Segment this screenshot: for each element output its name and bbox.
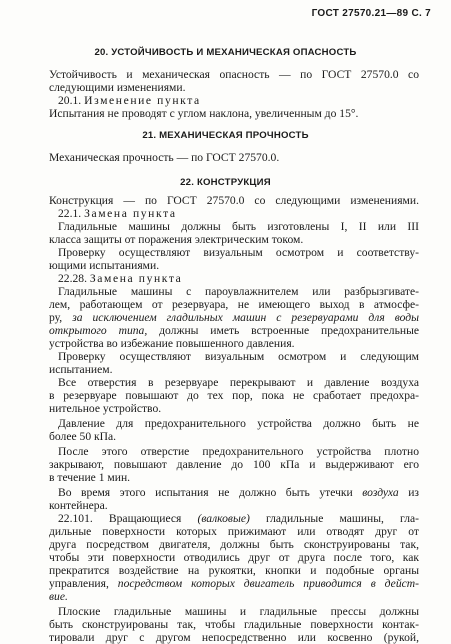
text-line: Испытания не проводят с углом наклона, увеличенным до 15°. bbox=[49, 107, 359, 120]
text-line: прекратится воздействие на рукоятки, кнопки и подобные органы bbox=[49, 564, 419, 577]
clause-instruction: Изменение пункта bbox=[84, 94, 201, 107]
italic-text-run: открытого типа, bbox=[49, 324, 148, 337]
text-line: в резервуаре повышают до тех пор, пока не сработает предохра- bbox=[49, 389, 419, 402]
text-line: Устойчивость и механическая опасность — по ГОСТ 27570.0 со bbox=[49, 68, 419, 81]
text-line bbox=[49, 324, 419, 337]
text-run: из bbox=[408, 486, 420, 499]
text-line: Гладильные машины должны быть изготовлены I, II или III bbox=[58, 220, 419, 233]
text-line bbox=[49, 311, 419, 324]
section-20-heading: 20. УСТОЙЧИВОСТЬ И МЕХАНИЧЕСКАЯ ОПАСНОСТЬ bbox=[94, 47, 357, 58]
text-line: класса защиты от поражения электрическим током. bbox=[49, 233, 304, 246]
text-line: следующими изменениями. bbox=[49, 81, 186, 94]
text-line: Проверку осуществляют визуальным осмотром и следующим bbox=[58, 350, 419, 363]
italic-text-run: посредством которых двигатель приводится в дейст- bbox=[117, 577, 419, 590]
text-line: После этого отверстие предохранительного устройства плотно bbox=[58, 445, 419, 458]
text-line: устройства во избежание повышенного давления. bbox=[49, 337, 295, 350]
italic-text-run: (валковые) bbox=[197, 512, 250, 525]
clause-instruction: Замена пункта bbox=[84, 207, 177, 220]
text-line: Давление для предохранительного устройства должно быть не bbox=[58, 417, 419, 430]
text-line: Конструкция — по ГОСТ 27570.0 со следующими изменениями. bbox=[49, 194, 419, 207]
text-line: чтобы эти поверхности отводились друг от друга после того, как bbox=[49, 551, 419, 564]
section-21-heading: 21. МЕХАНИЧЕСКАЯ ПРОЧНОСТЬ bbox=[142, 130, 309, 141]
text-run: гладильные машины, гла- bbox=[265, 512, 419, 525]
text-line: лем, работающем от резервуара, не имеющего выход в атмосфе- bbox=[49, 298, 419, 311]
text-run: 22.101. Вращающиеся bbox=[58, 512, 182, 525]
page-header: ГОСТ 27570.21—89 С. 7 bbox=[311, 8, 431, 19]
text-line: Гладильные машины с пароувлажнителем или разбрызгивате- bbox=[58, 285, 419, 298]
text-run: управления, bbox=[49, 577, 109, 590]
clause-instruction: Замена пункта bbox=[89, 272, 183, 285]
text-line: Проверку осуществляют визуальным осмотром и соответству- bbox=[58, 246, 419, 259]
text-line: испытанием. bbox=[49, 363, 113, 376]
text-run: Во время этого испытания не должно быть утечки bbox=[58, 486, 353, 499]
text-line: более 50 кПа. bbox=[49, 430, 117, 443]
text-line: контейнера. bbox=[49, 499, 108, 512]
text-line bbox=[58, 94, 419, 107]
text-line: ющими испытаниями. bbox=[49, 259, 160, 272]
italic-text-run: за исключением гладильных машин с резервуарами для воды bbox=[72, 311, 419, 324]
text-line bbox=[58, 207, 419, 220]
clause-number: 22.28. bbox=[58, 272, 87, 285]
section-22-heading: 22. КОНСТРУКЦИЯ bbox=[180, 177, 271, 188]
text-line: быть сконструированы так, чтобы гладильные поверхности контак- bbox=[49, 618, 419, 631]
italic-text-run: воздуха bbox=[362, 486, 399, 499]
text-line: вие. bbox=[49, 590, 68, 603]
text-run: ру, bbox=[49, 311, 63, 324]
text-line: друга посредством двигателя, должны быть сконструированы так, bbox=[49, 538, 419, 551]
text-line: закрывают, повышают давление до 100 кПа и выдерживают его bbox=[49, 458, 419, 471]
text-line bbox=[58, 512, 419, 525]
text-line: дильные поверхности которых прижимают или отводят друг от bbox=[49, 525, 419, 538]
text-line: Все отверстия в резервуаре перекрывают и давление воздуха bbox=[58, 376, 419, 389]
text-line bbox=[58, 486, 419, 499]
text-line: нительное устройство. bbox=[49, 402, 162, 415]
text-run: должны иметь встроенные предохранительные bbox=[159, 324, 419, 337]
text-line bbox=[58, 272, 419, 285]
text-line: Механическая прочность — по ГОСТ 27570.0. bbox=[49, 151, 280, 164]
text-line bbox=[49, 577, 419, 590]
text-line: в течение 1 мин. bbox=[49, 471, 131, 484]
text-line: Плоские гладильные машины и гладильные прессы должны bbox=[58, 605, 419, 618]
text-line: тировали друг с другом непосредственно или косвенно (рукой, bbox=[49, 631, 419, 644]
clause-number: 20.1. bbox=[58, 94, 82, 107]
clause-number: 22.1. bbox=[58, 207, 82, 220]
